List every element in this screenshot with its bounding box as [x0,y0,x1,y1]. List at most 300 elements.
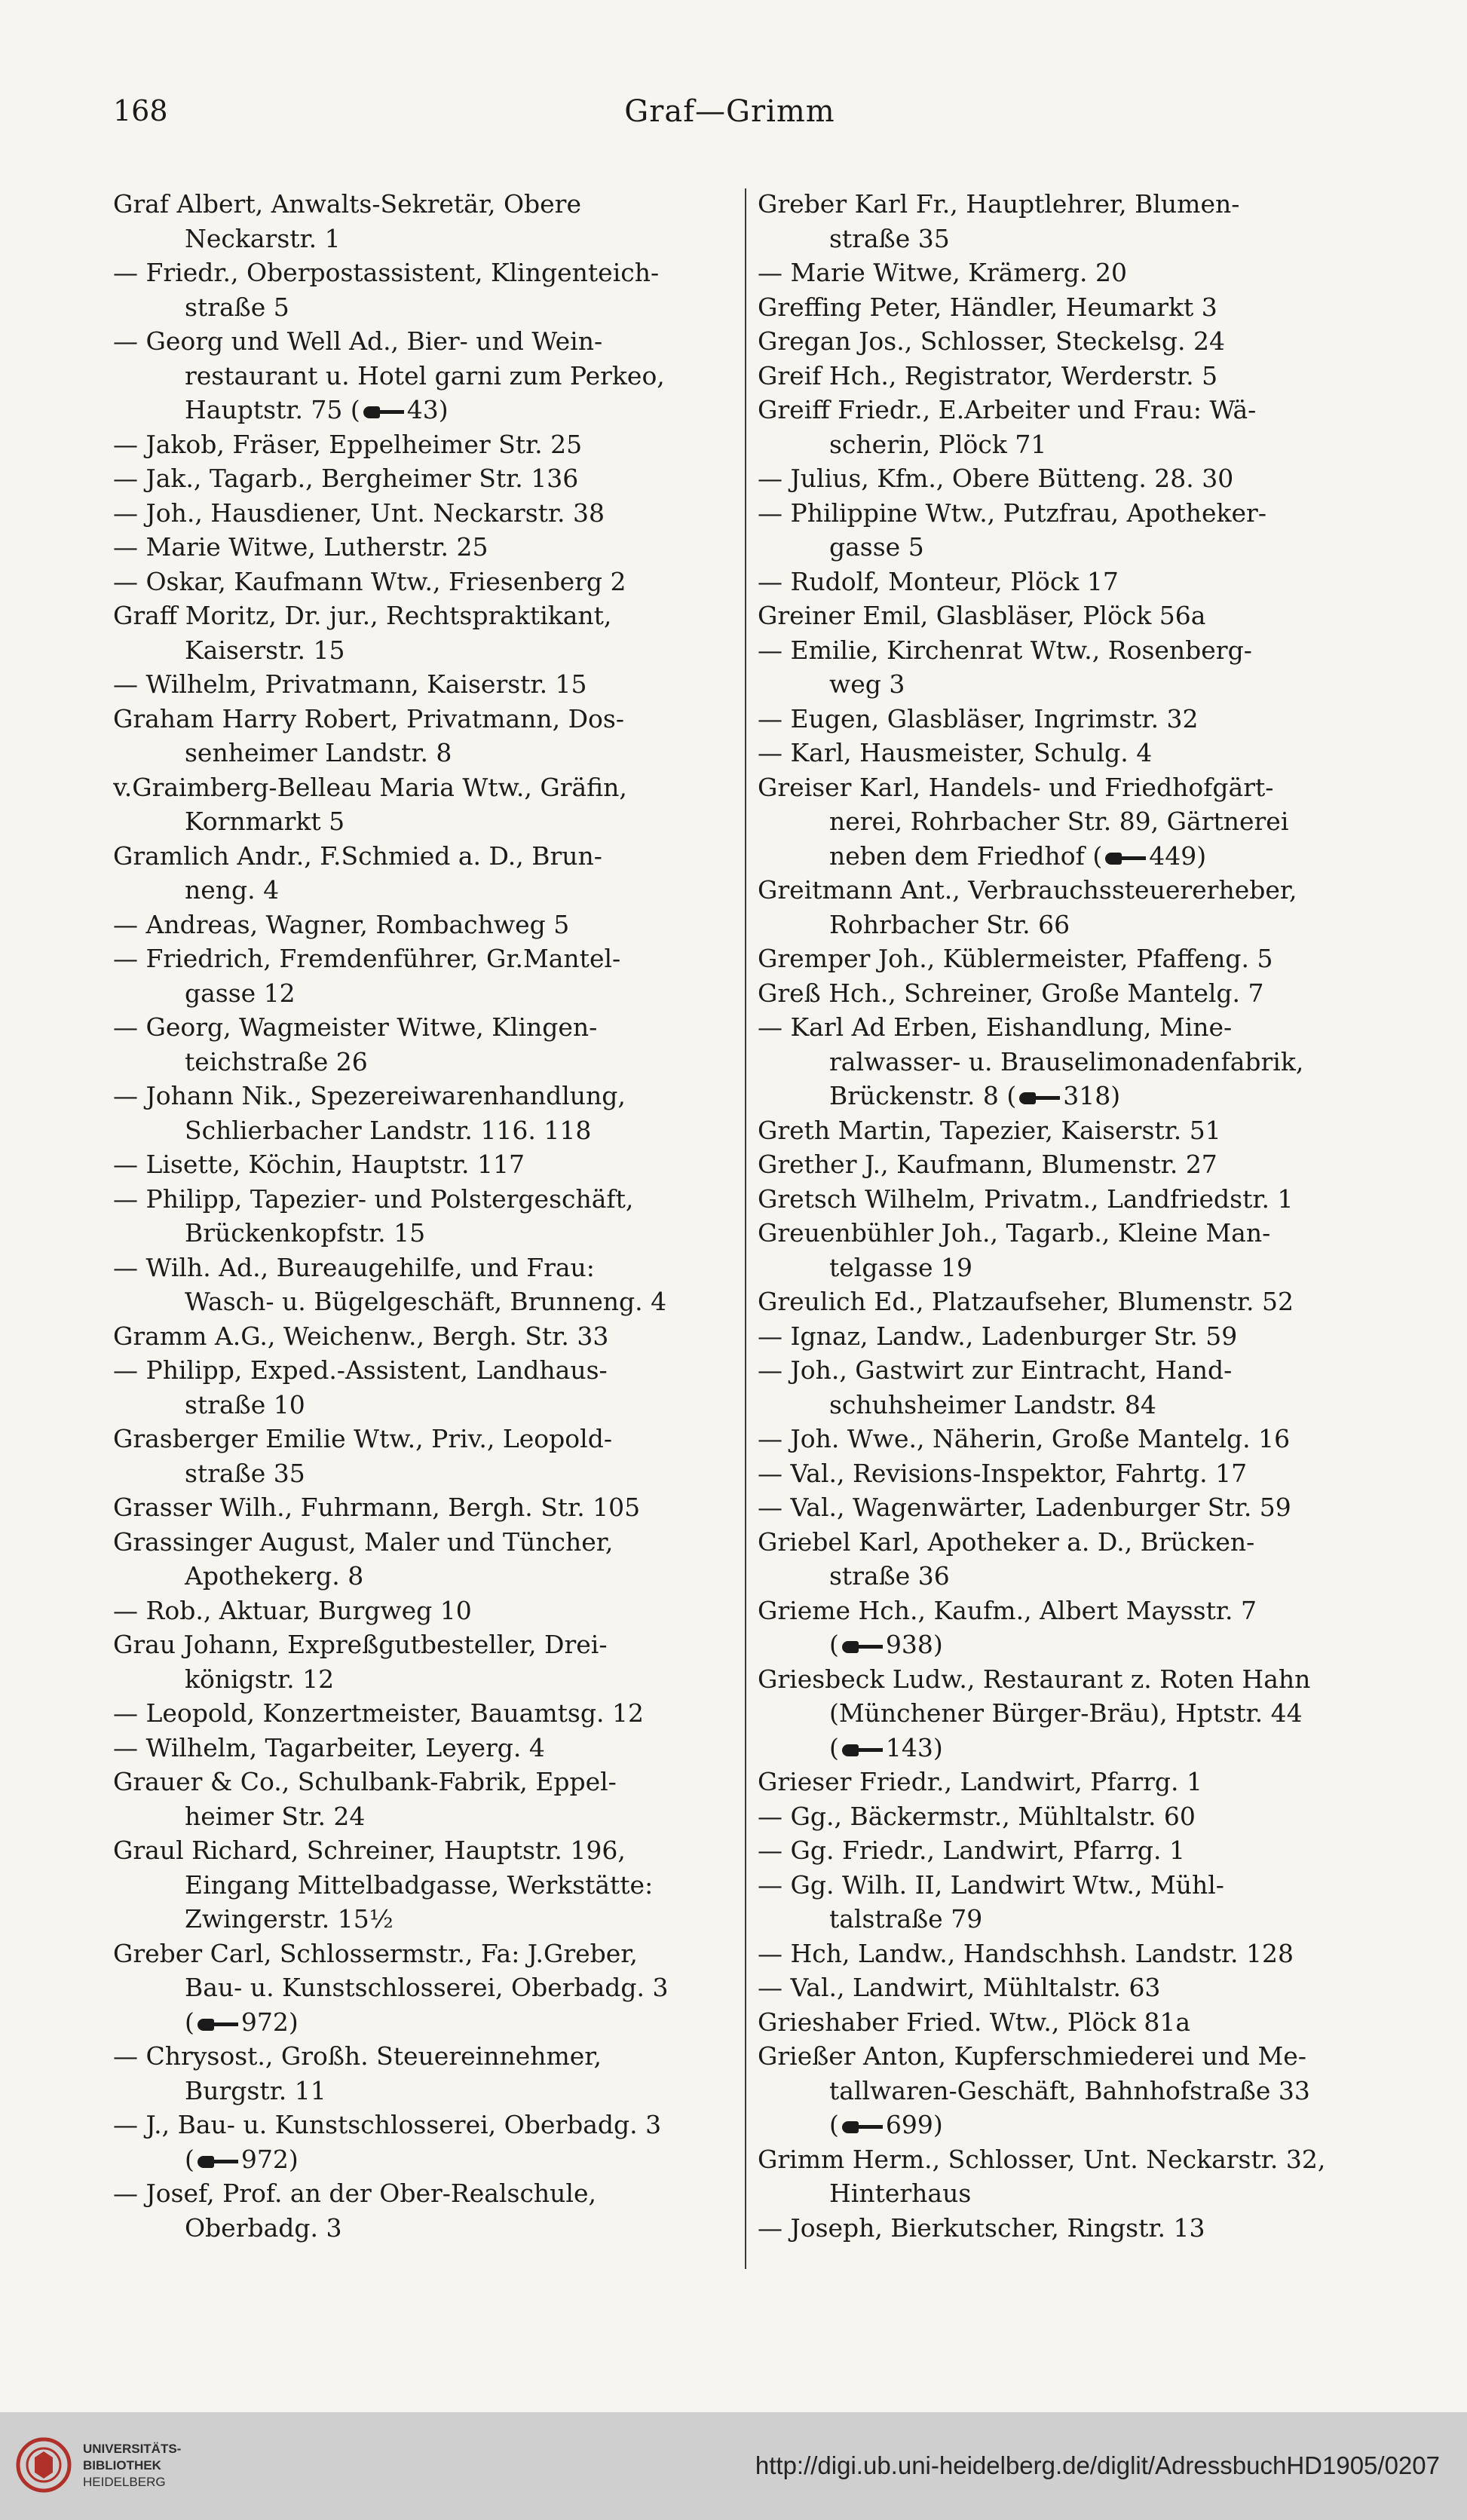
entry-line [758,1731,1383,1765]
entry-line [113,770,737,805]
entry-line [758,2211,1383,2246]
directory-entry [113,1147,737,1182]
entry-text: Griesbeck Ludw., Restaurant z. Roten Hahn [758,1664,1311,1694]
entry-text: straße 5 [185,292,289,322]
entry-text: Grau Johann, Expreßgutbesteller, Drei- [113,1630,608,1659]
entry-line [758,2039,1383,2074]
entry-text: Greiner Emil, Glasbläser, Plöck 56a [758,601,1206,630]
entry-text: — Wilhelm, Privatmann, Kaiserstr. 15 [113,669,587,699]
entry-line [758,667,1383,702]
directory-entry [758,873,1383,942]
telephone-icon [842,1741,883,1758]
entry-line [113,1079,737,1113]
entry-line [113,1284,737,1319]
entry-text: — Karl Ad Erben, Eishandlung, Mine- [758,1012,1233,1042]
directory-entry [113,461,737,496]
entry-text: straße 10 [185,1389,305,1419]
entry-text: (Münchener Bürger-Bräu), Hptstr. 44 [829,1698,1303,1728]
entry-line [758,1902,1383,1937]
entry-line [113,1559,737,1594]
entry-text: — Gg., Bäckermstr., Mühltalstr. 60 [758,1801,1196,1831]
directory-entry [758,2039,1383,2142]
entry-text: — Oskar, Kaufmann Wtw., Friesenberg 2 [113,566,626,596]
entry-text: — Philipp, Exped.-Assistent, Landhaus- [113,1355,608,1385]
entry-text: — Gg. Friedr., Landwirt, Pfarrg. 1 [758,1836,1185,1865]
directory-entry [113,2108,737,2176]
entry-text: Grießer Anton, Kupferschmiederei und Me- [758,2041,1306,2071]
entry-text: talstraße 79 [829,1904,983,1934]
directory-entry [113,1525,737,1594]
directory-entry [758,496,1383,565]
directory-entry [113,702,737,770]
right-column [758,187,1383,2245]
entry-line [758,1662,1383,1697]
entry-line [113,1422,737,1456]
entry-line [113,1251,737,1285]
entry-line [113,461,737,496]
directory-entry [113,1594,737,1628]
entry-line [113,256,737,290]
entry-text: Oberbadg. 3 [185,2212,342,2243]
entry-line [758,942,1383,976]
directory-entry [113,427,737,462]
phone-number: 972) [240,2144,299,2174]
directory-entry [758,942,1383,976]
directory-entry [758,1422,1383,1456]
entry-text: straße 36 [829,1561,950,1591]
phone-number: 143) [885,1732,943,1762]
entry-text: gasse 5 [829,532,924,562]
entry-line [758,702,1383,736]
entry-line [113,1696,737,1731]
entry-line [758,1490,1383,1525]
entry-line [758,839,1383,874]
directory-entry [758,1833,1383,1868]
entry-line [758,2074,1383,2108]
entry-text: ( [829,1630,839,1659]
entry-text: Apothekerg. 8 [185,1561,364,1591]
entry-text: — Chrysost., Großh. Steuereinnehmer, [113,2041,602,2071]
entry-text: Graul Richard, Schreiner, Hauptstr. 196, [113,1836,626,1865]
entry-text: königstr. 12 [185,1664,335,1694]
telephone-icon [1019,1089,1060,1106]
entry-line [113,1662,737,1697]
phone-number: 449) [1149,841,1207,871]
entry-line [758,908,1383,942]
entry-text: — Emilie, Kirchenrat Wtw., Rosenberg- [758,635,1252,665]
library-line-3: HEIDELBERG [83,2475,166,2489]
entry-text: — Georg, Wagmeister Witwe, Klingen- [113,1012,598,1042]
university-seal-icon [14,2435,74,2495]
directory-entry [113,1833,737,1937]
entry-text: neben dem Friedhof ( [829,841,1103,871]
entry-text: — Joseph, Bierkutscher, Ringstr. 13 [758,2212,1205,2243]
entry-text: teichstraße 26 [185,1046,368,1076]
entry-line [758,804,1383,839]
directory-entry [113,530,737,565]
directory-entry [758,633,1383,702]
entry-line [758,1765,1383,1799]
entry-line [113,1833,737,1868]
entry-text: Kornmarkt 5 [185,807,345,836]
entry-line [113,290,737,325]
entry-line [113,1627,737,1662]
entry-text: Greif Hch., Registrator, Werderstr. 5 [758,360,1218,390]
entry-text: heimer Str. 24 [185,1801,366,1831]
entry-line [758,290,1383,325]
directory-entry [113,496,737,531]
directory-entry [758,187,1383,256]
entry-text: — Hch, Landw., Handschhsh. Landstr. 128 [758,1938,1294,1968]
entry-text: Greulich Ed., Platzaufseher, Blumenstr. 52 [758,1287,1294,1316]
entry-text: — Rudolf, Monteur, Plöck 17 [758,566,1119,596]
entry-line [113,496,737,531]
entry-text: — Val., Wagenwärter, Ladenburger Str. 59 [758,1493,1291,1522]
directory-entry [113,942,737,1010]
entry-text: ( [185,2007,194,2037]
entry-text: straße 35 [829,223,950,253]
entry-text: — Johann Nik., Spezereiwarenhandlung, [113,1081,626,1110]
directory-entry [758,1970,1383,2005]
entry-line [758,633,1383,668]
entry-text: Greitmann Ant., Verbrauchssteuererheber, [758,875,1297,905]
entry-text: Rohrbacher Str. 66 [829,909,1070,939]
entry-text: Gramm A.G., Weichenw., Bergh. Str. 33 [113,1321,609,1351]
entry-line [758,1456,1383,1491]
entry-line [758,222,1383,256]
entry-text: — Philippine Wtw., Putzfrau, Apotheker- [758,498,1266,528]
entry-line [758,599,1383,633]
directory-entry [113,2039,737,2108]
telephone-icon [1105,850,1146,866]
entry-text: neng. 4 [185,875,280,905]
entry-line [758,1970,1383,2005]
entry-line [113,2039,737,2074]
entry-line [758,976,1383,1011]
entry-text: Grimm Herm., Schlosser, Unt. Neckarstr. 32, [758,2144,1326,2174]
entry-text: — Julius, Kfm., Obere Bütteng. 28. 30 [758,464,1234,493]
entry-text: gasse 12 [185,978,296,1008]
entry-line [758,1559,1383,1594]
entry-text: ( [185,2144,194,2174]
entry-text: Griebel Karl, Apotheker a. D., Brücken- [758,1526,1255,1557]
entry-text: — Wilh. Ad., Bureaugehilfe, und Frau: [113,1252,595,1282]
directory-entry [113,256,737,324]
entry-line [758,1045,1383,1079]
directory-entry [113,599,737,667]
entry-text: — Joh., Gastwirt zur Eintracht, Hand- [758,1355,1233,1385]
entry-text: Gregan Jos., Schlosser, Steckelsg. 24 [758,326,1225,356]
entry-line [758,873,1383,908]
entry-line [758,2176,1383,2211]
directory-entry [113,667,737,702]
directory-entry [758,1113,1383,1148]
entry-text: Grassinger August, Maler und Tüncher, [113,1526,614,1557]
directory-entry [113,1010,737,1079]
directory-entry [113,324,737,427]
entry-text: Zwingerstr. 15½ [185,1904,394,1934]
entry-line [113,1045,737,1079]
entry-line [113,873,737,908]
directory-entry [113,839,737,908]
footer-bar [0,2412,1467,2520]
entry-line [113,1490,737,1525]
directory-entry [758,1937,1383,1971]
directory-entry [758,1284,1383,1319]
entry-line [113,222,737,256]
entry-line [758,1937,1383,1971]
page-number: 168 [113,94,168,127]
entry-line [113,1456,737,1491]
directory-entry [113,908,737,942]
directory-entry [758,702,1383,736]
entry-text: ( [829,1732,839,1762]
directory-entry [113,770,737,839]
directory-entry [758,1765,1383,1799]
entry-text: nerei, Rohrbacher Str. 89, Gärtnerei [829,807,1289,836]
entry-text: schuhsheimer Landstr. 84 [829,1389,1156,1419]
directory-entry [758,976,1383,1011]
directory-entry [758,359,1383,393]
entry-text: — Georg und Well Ad., Bier- und Wein- [113,326,603,356]
entry-text: Greber Karl Fr., Hauptlehrer, Blumen- [758,189,1240,219]
entry-line [113,976,737,1011]
entry-line [113,2176,737,2211]
entry-line [758,1216,1383,1251]
entry-line [113,1525,737,1560]
directory-entry [758,565,1383,599]
entry-line [758,565,1383,599]
entry-line [758,256,1383,290]
entry-line [113,633,737,668]
entry-line [758,359,1383,393]
column-divider [745,188,746,2269]
directory-entry [758,2005,1383,2040]
entry-text: — Eugen, Glasbläser, Ingrimstr. 32 [758,703,1199,733]
entry-text: Hinterhaus [829,2179,972,2208]
entry-line [758,770,1383,805]
telephone-icon [198,2153,238,2169]
entry-text: — Friedr., Oberpostassistent, Klingenteich- [113,258,660,287]
entry-text: v.Graimberg-Belleau Maria Wtw., Gräfin, [113,772,627,802]
directory-entry [113,1765,737,1833]
directory-entry [758,1490,1383,1525]
entry-text: — Jakob, Fräser, Eppelheimer Str. 25 [113,429,583,459]
entry-line [758,1525,1383,1560]
directory-entry [758,1182,1383,1217]
directory-entry [113,1937,737,2040]
entry-text: Greiff Friedr., E.Arbeiter und Frau: Wä- [758,395,1257,424]
entry-line [113,359,737,393]
entry-line [113,393,737,427]
entry-line [113,2142,737,2177]
entry-text: Burgstr. 11 [185,2075,326,2105]
entry-line [758,1868,1383,1903]
entry-line [113,1182,737,1217]
entry-line [113,1594,737,1628]
entry-text: — Marie Witwe, Lutherstr. 25 [113,532,488,562]
library-name [83,2441,181,2491]
phone-number: 318) [1063,1081,1121,1110]
directory-entry [113,1319,737,1354]
phone-number: 43) [406,395,449,424]
entry-text: Grasser Wilh., Fuhrmann, Bergh. Str. 105 [113,1493,641,1522]
entry-text: Schlierbacher Landstr. 116. 118 [185,1115,592,1145]
directory-entry [758,736,1383,770]
entry-line [758,1284,1383,1319]
entry-text: ralwasser- u. Brauselimonadenfabrik, [829,1046,1304,1076]
entry-text: Wasch- u. Bügelgeschäft, Brunneng. 4 [185,1287,667,1316]
entry-line [113,530,737,565]
directory-entry [113,2176,737,2245]
entry-text: Greber Carl, Schlossermstr., Fa: J.Greber, [113,1938,638,1968]
directory-entry [758,461,1383,496]
entry-line [113,667,737,702]
directory-entry [758,1662,1383,1765]
directory-entry [758,1868,1383,1937]
entry-line [113,1010,737,1045]
entry-line [113,599,737,633]
directory-entry [758,1799,1383,1834]
phone-number: 699) [885,2110,943,2139]
telephone-icon [198,2016,238,2032]
entry-line [758,187,1383,222]
directory-entry [113,1182,737,1251]
entry-text: — Lisette, Köchin, Hauptstr. 117 [113,1150,525,1179]
entry-text: Bau- u. Kunstschlosserei, Oberbadg. 3 [185,1973,669,2002]
entry-line [113,839,737,874]
entry-text: Greß Hch., Schreiner, Große Mantelg. 7 [758,978,1264,1008]
page-header [113,94,1346,139]
entry-line [758,530,1383,565]
entry-text: — Joh., Hausdiener, Unt. Neckarstr. 38 [113,498,605,528]
entry-text: — Marie Witwe, Krämerg. 20 [758,258,1128,287]
directory-entry [758,1456,1383,1491]
entry-text: — Karl, Hausmeister, Schulg. 4 [758,738,1153,767]
directory-entry [758,1525,1383,1594]
entry-text: — Val., Revisions-Inspektor, Fahrtg. 17 [758,1458,1248,1488]
directory-entry [758,599,1383,633]
entry-line [113,1868,737,1903]
entry-text: restaurant u. Hotel garni zum Perkeo, [185,360,665,390]
entry-line [113,1731,737,1765]
entry-text: straße 35 [185,1458,305,1488]
directory-entry [113,565,737,599]
entry-text: — Ignaz, Landw., Ladenburger Str. 59 [758,1321,1238,1351]
entry-line [113,427,737,462]
entry-text: scherin, Plöck 71 [829,429,1047,459]
entry-text: Greffing Peter, Händler, Heumarkt 3 [758,292,1217,322]
entry-line [758,1422,1383,1456]
entry-text: — Joh. Wwe., Näherin, Große Mantelg. 16 [758,1424,1291,1453]
entry-line [758,393,1383,427]
entry-line [758,1799,1383,1834]
entry-line [113,908,737,942]
entry-text: — Wilhelm, Tagarbeiter, Leyerg. 4 [113,1732,545,1762]
entry-line [113,1937,737,1971]
entry-line [758,1627,1383,1662]
entry-line [758,1388,1383,1422]
entry-line [113,942,737,976]
entry-line [113,1765,737,1799]
directory-entry [758,393,1383,461]
entry-line [758,1010,1383,1045]
directory-entry [758,1147,1383,1182]
entry-text: Grasberger Emilie Wtw., Priv., Leopold- [113,1424,612,1453]
entry-text: Graff Moritz, Dr. jur., Rechtspraktikant, [113,601,612,630]
entry-text: tallwaren-Geschäft, Bahnhofstraße 33 [829,2075,1310,2105]
entry-line [113,804,737,839]
phone-number: 938) [885,1630,943,1659]
entry-line [758,1251,1383,1285]
telephone-icon [363,403,404,420]
directory-entry [113,1731,737,1765]
telephone-icon [842,2118,883,2135]
entry-line [113,187,737,222]
entry-line [113,324,737,359]
source-url-link[interactable]: http://digi.ub.uni-heidelberg.de/diglit/AdressbuchHD1905/0207 [755,2451,1440,2479]
entry-line [758,1113,1383,1148]
directory-entry [113,1627,737,1696]
entry-text: Greiser Karl, Handels- und Friedhofgärt- [758,772,1274,802]
entry-text: — Gg. Wilh. II, Landwirt Wtw., Mühl- [758,1869,1224,1900]
directory-entry [758,1010,1383,1113]
directory-entry [113,1422,737,1490]
entry-line [113,1388,737,1422]
entry-text: senheimer Landstr. 8 [185,738,452,767]
entry-text: Graham Harry Robert, Privatmann, Dos- [113,703,625,733]
entry-text: Neckarstr. 1 [185,223,341,253]
entry-line [758,1594,1383,1628]
entry-text: — Josef, Prof. an der Ober-Realschule, [113,2179,597,2208]
entry-line [758,461,1383,496]
entry-line [113,1970,737,2005]
entry-line [758,1182,1383,1217]
entry-line [758,1353,1383,1388]
entry-text: weg 3 [829,669,905,699]
entry-line [113,565,737,599]
directory-entry [113,1251,737,1319]
entry-line [758,1079,1383,1113]
entry-line [758,2005,1383,2040]
entry-text: — Val., Landwirt, Mühltalstr. 63 [758,1973,1161,2002]
entry-text: — Rob., Aktuar, Burgweg 10 [113,1595,472,1625]
entry-text: telgasse 19 [829,1252,973,1282]
entry-text: Gramlich Andr., F.Schmied a. D., Brun- [113,841,602,871]
entry-text: — Philipp, Tapezier- und Polstergeschäft, [113,1183,634,1214]
entry-line [758,2108,1383,2142]
entry-line [113,1799,737,1834]
entry-text: Gretsch Wilhelm, Privatm., Landfriedstr. 1 [758,1183,1294,1214]
entry-line [758,2142,1383,2177]
entry-line [113,702,737,736]
page-title: Graf—Grimm [624,94,835,129]
entry-text: — Andreas, Wagner, Rombachweg 5 [113,909,570,939]
library-line-2: BIBLIOTHEK [83,2458,161,2473]
entry-line [113,1902,737,1937]
directory-entry [758,324,1383,359]
entry-text: Grauer & Co., Schulbank-Fabrik, Eppel- [113,1767,617,1796]
directory-entry [113,1490,737,1525]
entry-line [113,2005,737,2040]
entry-line [113,736,737,770]
phone-number: 972) [240,2007,299,2037]
entry-text: Graf Albert, Anwalts-Sekretär, Obere [113,189,581,219]
entry-line [758,1319,1383,1354]
entry-text: — J., Bau- u. Kunstschlosserei, Oberbadg. 3 [113,2110,662,2139]
entry-line [758,736,1383,770]
entry-text: Eingang Mittelbadgasse, Werkstätte: [185,1869,654,1900]
